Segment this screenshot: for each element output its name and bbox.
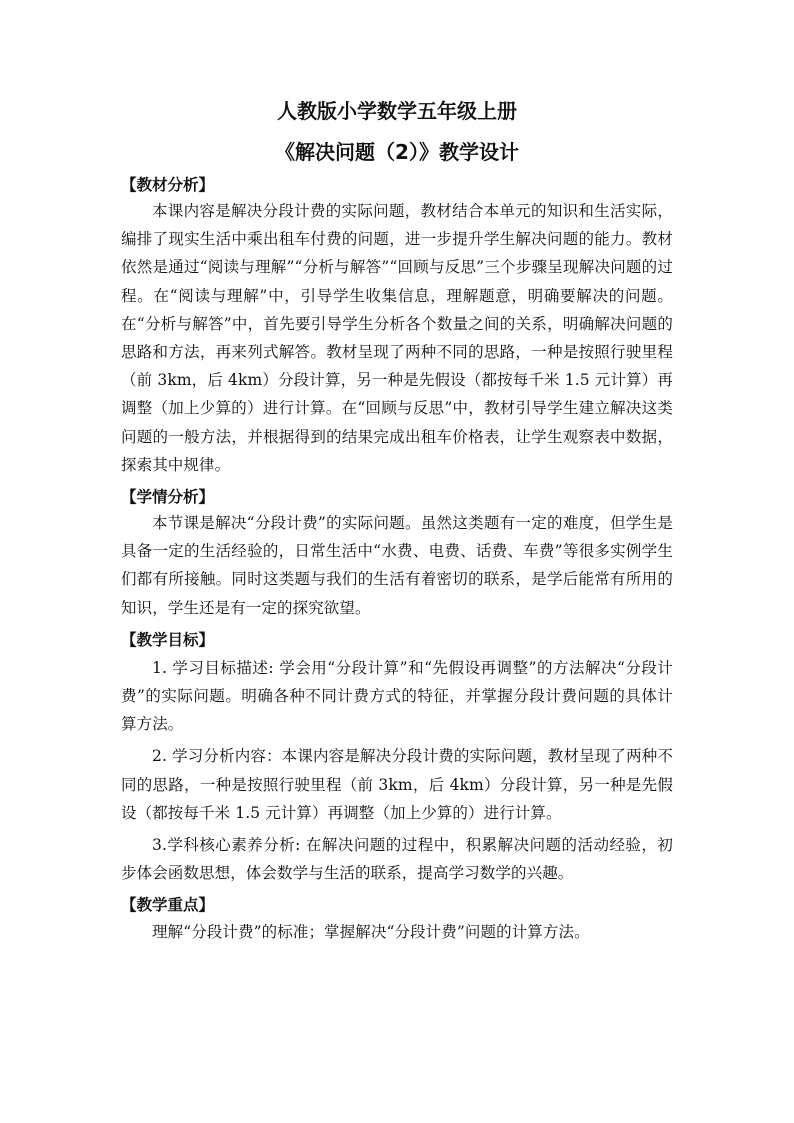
key-points-paragraph: 理解“分段计费”的标准；掌握解决“分段计费”问题的计算方法。 <box>152 923 590 942</box>
section-heading-student-analysis: 【学情分析】 <box>121 488 215 507</box>
textbook-analysis-paragraph: 本课内容是解决分段计费的实际问题，教材结合本单元的知识和生活实际，编排了现实生活中乘出租车付费的问题，进一步提升学生解决问题的能力。教材依然是通过“阅读与理解”“分析与解答”“回顾与反思”三个步骤呈现解决问题的过程。在“阅读与理解”中，引导学生收集信息，理解题意，明确要解决的问题。在“分析与解答”中，首先要引导学生分析各个数量之间的关系，明确解决问题的思路和方法，再来列式解答。教材呈现了两种不同的思路，一种是按照行驶里程（前 3km，后 4km）分段计算，另一种是先假设（都按每千米 1.5 元计算）再调整（加上少算的）进行计算。在“回顾与反思”中，教材引导学生建立解决这类问题的一般方法，并根据得到的结果完成出租车价格表，让学生观察表中数据，探索其中规律。 <box>121 202 673 474</box>
teaching-goal-item-1: 1. 学习目标描述: 学会用“分段计算”和“先假设再调整”的方法解决“分段计费”的实际问题。明确各种不同计费方式的特征，并掌握分段计费问题的具体计算方法。 <box>121 658 673 734</box>
teaching-goal-item-2: 2. 学习分析内容：本课内容是解决分段计费的实际问题，教材呈现了两种不同的思路，一种是按照行驶里程（前 3km，后 4km）分段计算，另一种是先假设（都按每千米 1.5 元计算）再调整（加上少算的）进行计算。 <box>121 747 673 822</box>
student-analysis-paragraph: 本节课是解决“分段计费”的实际问题。虽然这类题有一定的难度，但学生是具备一定的生活经验的，日常生活中“水费、电费、话费、车费”等很多实例学生们都有所接触。同时这类题与我们的生活有着密切的联系，是学后能常有所用的知识，学生还是有一定的探究欲望。 <box>121 514 673 617</box>
document-title-line-2: 《解决问题（2）》教学设计 <box>275 140 519 164</box>
document-page <box>121 96 673 947</box>
section-heading-key-points: 【教学重点】 <box>121 896 215 915</box>
document-title-line-1: 人教版小学数学五年级上册 <box>277 99 517 123</box>
section-heading-teaching-goals: 【教学目标】 <box>121 630 215 649</box>
section-heading-textbook-analysis: 【教材分析】 <box>121 176 215 194</box>
teaching-goal-item-3: 3.学科核心素养分析: 在解决问题的过程中，积累解决问题的活动经验，初步体会函数思想，体会数学与生活的联系，提高学习数学的兴趣。 <box>121 836 673 883</box>
